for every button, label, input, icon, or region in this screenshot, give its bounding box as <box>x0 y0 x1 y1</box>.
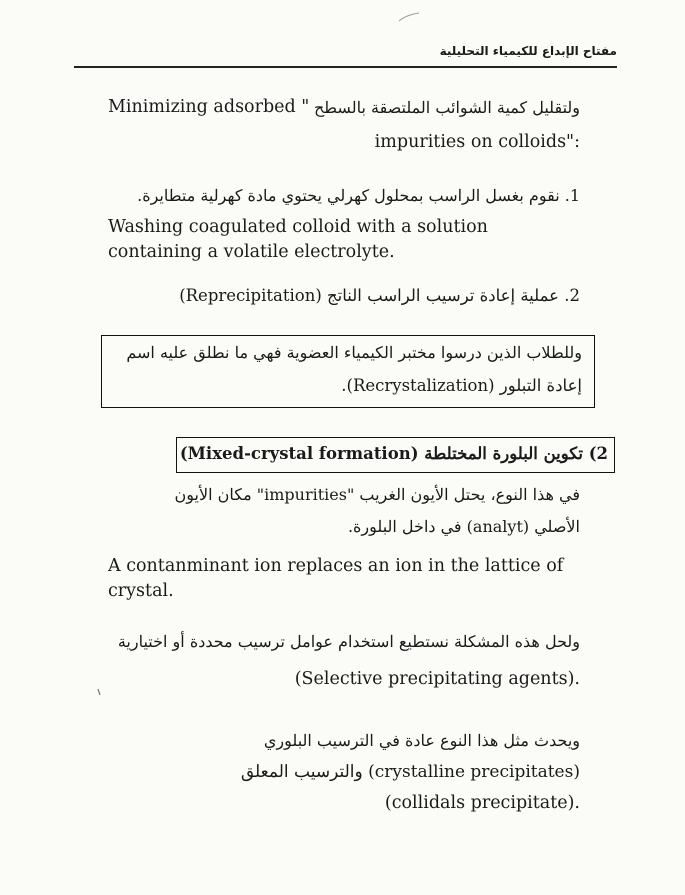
note-box <box>101 335 595 408</box>
occur-line3: .(collidals precipitate) <box>384 793 580 813</box>
note-line1: وللطلاب الذين درسوا مختبر الكيمياء العضوية فهي ما نطلق عليه اسم <box>126 343 582 362</box>
section2-ar-line1: في هذا النوع، يحتل الأيون الغريب "impurities" مكان الأيون <box>174 485 580 504</box>
item-two: 2. عملية إعادة ترسيب الراسب الناتج (Reprecipitation) <box>179 286 580 305</box>
solution-line2: .(Selective precipitating agents) <box>294 669 580 689</box>
header-rule <box>74 66 617 68</box>
solution-line1: ولحل هذه المشكلة نستطيع استخدام عوامل ترسيب محددة أو اختيارية <box>117 632 580 651</box>
occur-line2: (crystalline precipitates) والترسيب المعلق <box>240 762 580 782</box>
section-heading-box <box>176 437 615 473</box>
section2-en-line1: A contanminant ion replaces an ion in the lattice of <box>108 556 564 576</box>
item-one-arabic: 1. نقوم بغسل الراسب بمحلول كهرلي يحتوي مادة كهرلية متطايرة. <box>137 186 580 205</box>
running-header: مفتاح الإبداع للكيمياء التحليلية <box>439 44 617 58</box>
section2-ar-line2: الأصلي (analyt) في داخل البلورة. <box>347 517 580 536</box>
intro-en-fragment: Minimizing adsorbed " <box>108 97 310 117</box>
section-heading: 2) تكوين البلورة المختلطة (Mixed-crystal formation) <box>179 444 608 463</box>
scan-speck <box>97 688 102 696</box>
note-line2: إعادة التبلور (Recrystalization). <box>341 376 582 395</box>
section2-en-line2: crystal. <box>108 581 174 601</box>
item-one-english-1: Washing coagulated colloid with a solution <box>108 217 488 237</box>
item-one-english-2: containing a volatile electrolyte. <box>108 242 395 262</box>
occur-line1: ويحدث مثل هذا النوع عادة في الترسيب البلوري <box>263 731 580 750</box>
intro-line2: :"impurities on colloids <box>374 132 580 152</box>
pen-stroke-mark <box>398 12 420 22</box>
intro-ar-fragment: ولتقليل كمية الشوائب الملتصقة بالسطح <box>313 98 580 117</box>
